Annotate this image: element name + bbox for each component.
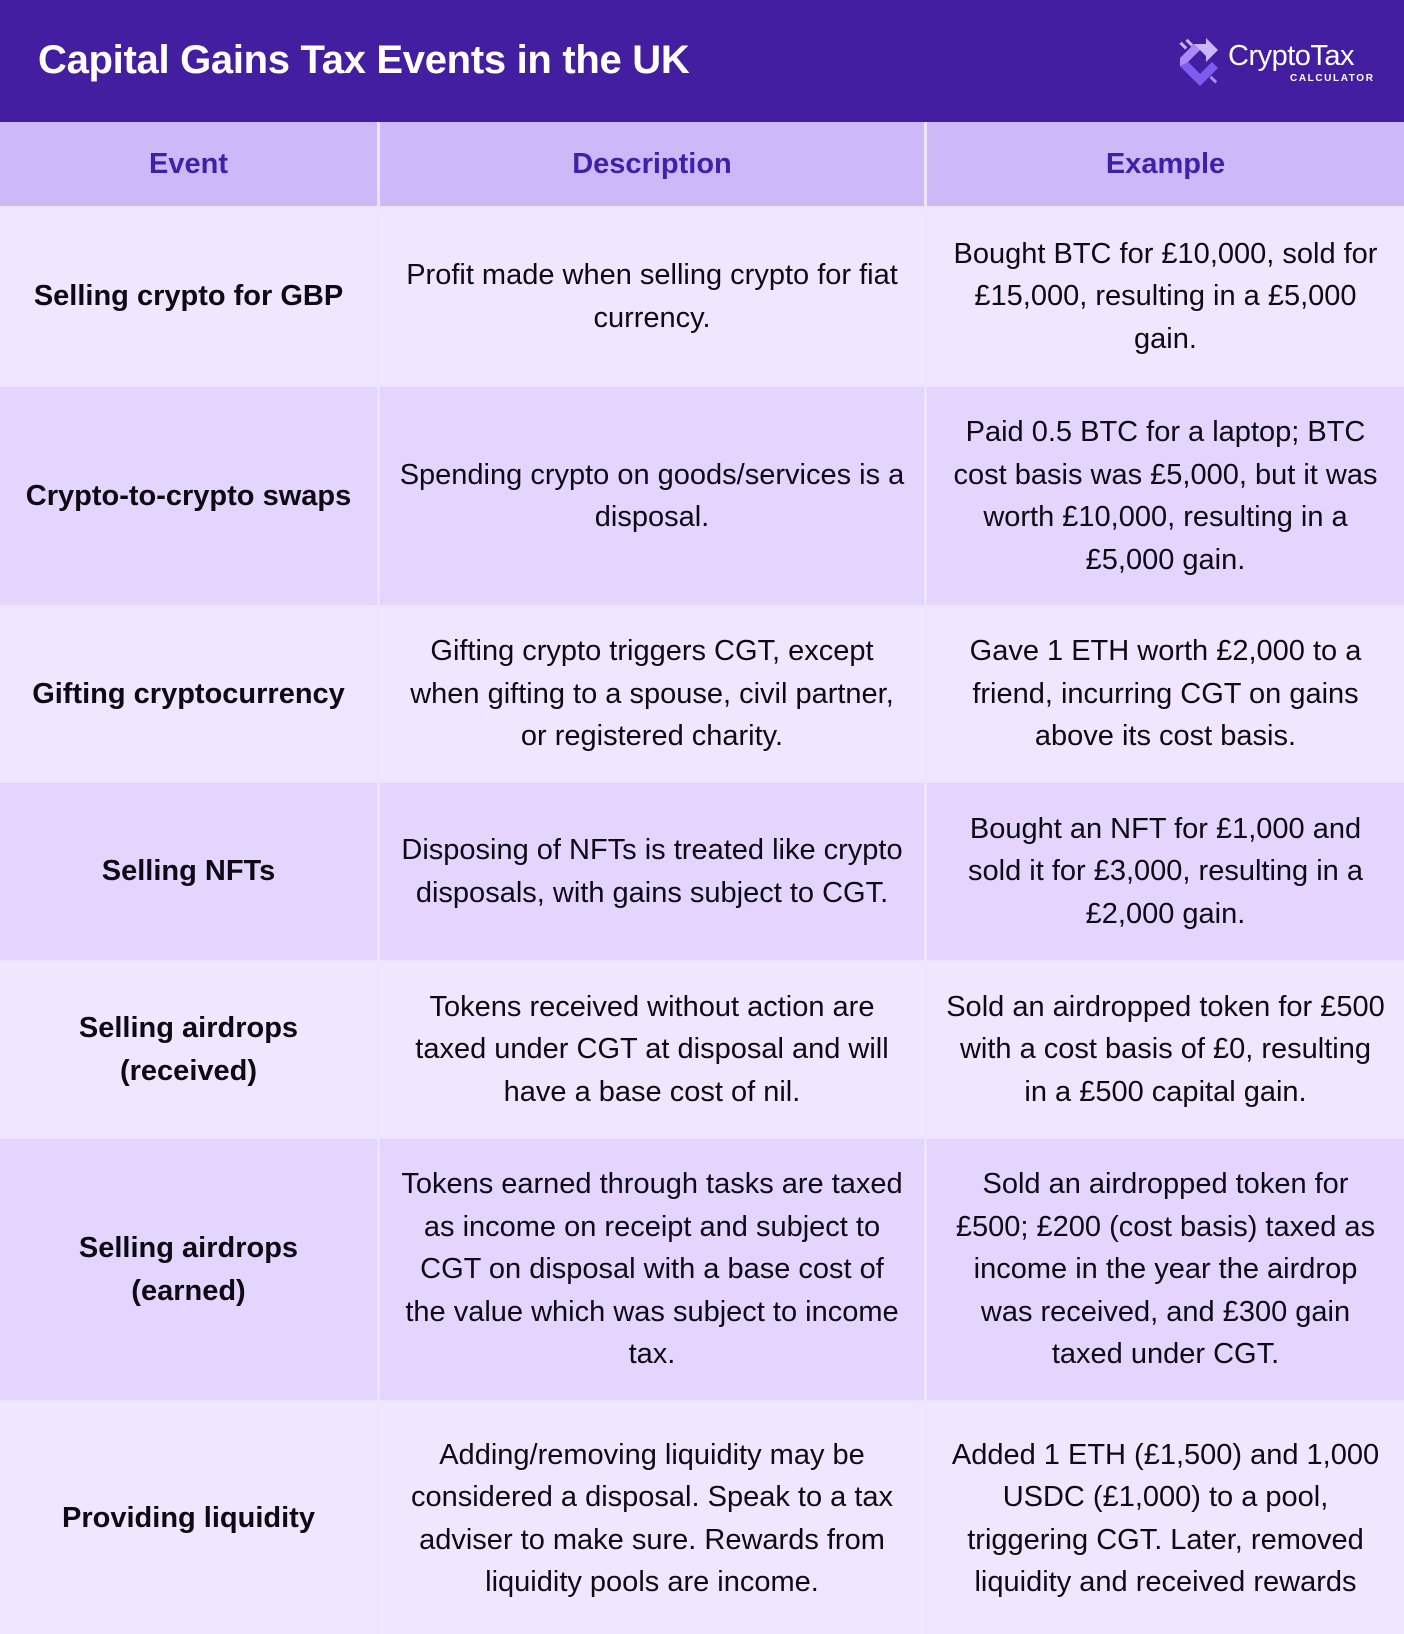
description-cell: Profit made when selling crypto for fiat currency. <box>380 209 927 384</box>
example-cell: Gave 1 ETH worth £2,000 to a friend, incurring CGT on gains above its cost basis. <box>969 635 1362 753</box>
cryptotax-logo-icon <box>1176 36 1226 88</box>
example-cell: Sold an airdropped token for £500; £200 (cost basis) taxed as income in the year the airdrop was received, and £300 gain taxed under CGT. <box>955 1168 1376 1371</box>
description-cell: Gifting crypto triggers CGT, except when gifting to a spouse, civil partner, or registered charity. <box>380 608 927 780</box>
cryptotax-logo <box>1176 36 1386 88</box>
table-row <box>0 783 1404 963</box>
table-row <box>0 1403 1404 1634</box>
event-cell: Selling crypto for GBP <box>0 209 380 384</box>
table-row <box>0 209 1404 387</box>
description-cell: Adding/removing liquidity may be considered a disposal. Speak to a tax adviser to make sure. Rewards from liquidity pools are income. <box>380 1403 927 1634</box>
example-cell: Sold an airdropped token for £500 with a cost basis of £0, resulting in a £500 capital gain. <box>946 990 1385 1108</box>
event-cell: Gifting cryptocurrency <box>0 608 380 780</box>
logo-subtitle: CALCULATOR <box>1290 73 1375 84</box>
title-banner <box>0 0 1404 122</box>
column-header-description: Description <box>380 122 927 206</box>
example-cell: Bought BTC for £10,000, sold for £15,000, resulting in a £5,000 gain. <box>953 237 1378 355</box>
table-row <box>0 387 1404 608</box>
logo-wordmark: CryptoTax <box>1228 40 1355 72</box>
table-row <box>0 608 1404 783</box>
cgt-events-table <box>0 122 1404 1634</box>
description-cell: Spending crypto on goods/services is a disposal. <box>380 387 927 605</box>
description-cell: Tokens earned through tasks are taxed as income on receipt and subject to CGT on disposal with a base cost of the value which was subject to income tax. <box>380 1139 927 1400</box>
description-cell: Disposing of NFTs is treated like crypto disposals, with gains subject to CGT. <box>380 783 927 960</box>
page-title: Capital Gains Tax Events in the UK <box>38 38 690 82</box>
event-cell: Selling airdrops (received) <box>0 963 380 1136</box>
table-row <box>0 963 1404 1139</box>
event-cell: Crypto-to-crypto swaps <box>0 387 380 605</box>
column-header-event: Event <box>0 122 380 206</box>
example-cell: Added 1 ETH (£1,500) and 1,000 USDC (£1,000) to a pool, triggering CGT. Later, removed liquidity and received rewards <box>951 1438 1380 1598</box>
event-cell: Providing liquidity <box>0 1403 380 1634</box>
example-cell: Paid 0.5 BTC for a laptop; BTC cost basis was £5,000, but it was worth £10,000, resulting in a £5,000 gain. <box>953 416 1378 576</box>
event-cell: Selling airdrops (earned) <box>0 1139 380 1400</box>
example-cell: Bought an NFT for £1,000 and sold it for £3,000, resulting in a £2,000 gain. <box>968 812 1363 930</box>
column-header-example: Example <box>1105 147 1226 180</box>
event-cell: Selling NFTs <box>0 783 380 960</box>
table-row <box>0 1139 1404 1403</box>
description-cell: Tokens received without action are taxed under CGT at disposal and will have a base cost of nil. <box>380 963 927 1136</box>
table-header-row <box>0 122 1404 209</box>
